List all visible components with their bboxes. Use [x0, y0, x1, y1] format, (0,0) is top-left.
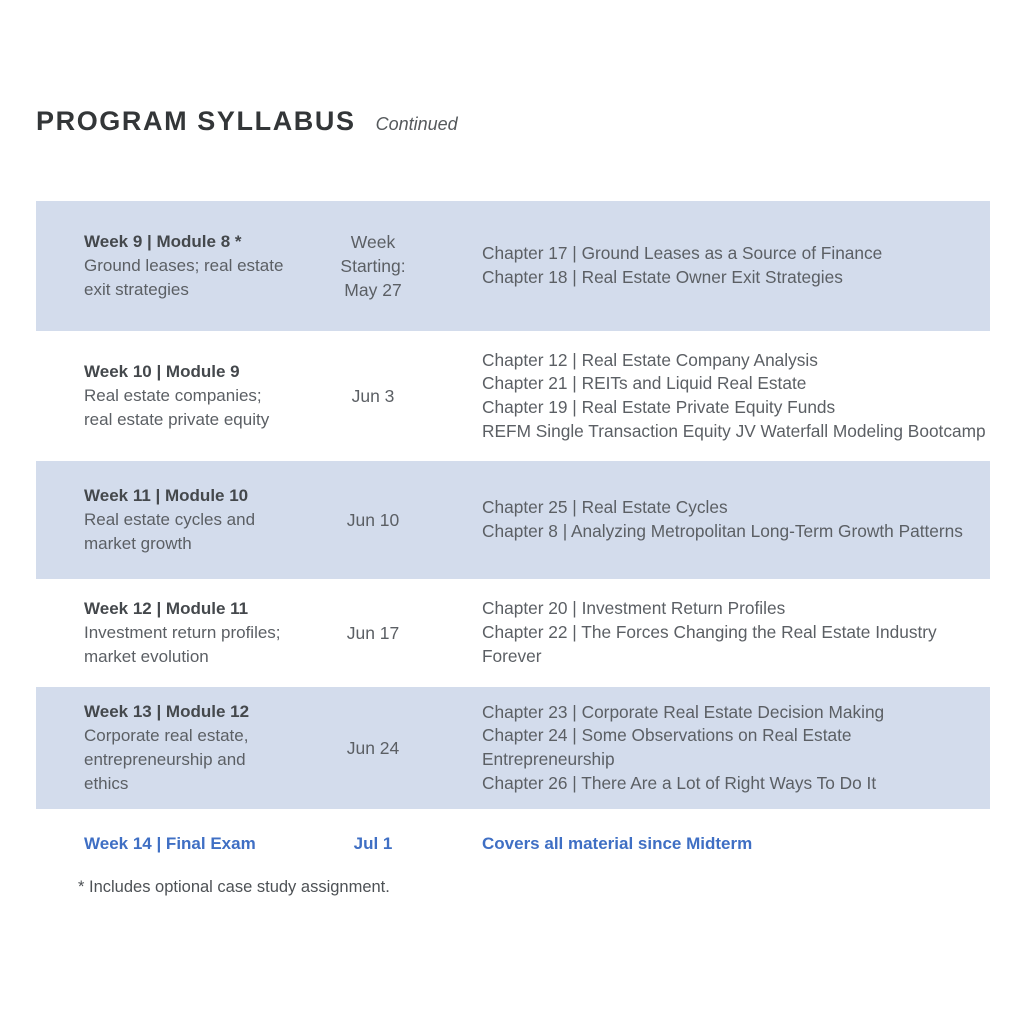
table-row: [36, 461, 990, 579]
table-row: [36, 201, 990, 331]
module-description-line: market growth: [84, 534, 192, 554]
chapter-line: Chapter 25 | Real Estate Cycles: [482, 497, 728, 518]
chapter-line: Chapter 17 | Ground Leases as a Source of Finance: [482, 243, 883, 264]
row-chapters-cell: [452, 349, 996, 444]
row-date-value: Jun 17: [346, 622, 400, 643]
table-row: [36, 331, 990, 461]
row-date-value: Jun 3: [351, 385, 395, 406]
chapter-line: Chapter 26 | There Are a Lot of Right Ways To Do It: [482, 772, 877, 793]
syllabus-table: [36, 201, 990, 809]
module-description-line: market evolution: [84, 647, 209, 667]
module-description-line: Corporate real estate,: [84, 726, 249, 746]
chapter-line: Chapter 23 | Corporate Real Estate Decision Making: [482, 701, 885, 722]
chapter-line: Chapter 21 | REITs and Liquid Real Estate: [482, 373, 807, 394]
row-module-cell: [36, 597, 294, 669]
module-description-line: real estate private equity: [84, 410, 270, 430]
row-date-value: May 27: [344, 280, 402, 301]
page-header: [36, 108, 458, 135]
table-row: [36, 579, 990, 687]
row-chapters-cell: [452, 496, 990, 543]
row-date-cell: [294, 384, 452, 408]
page-subtitle: Continued: [375, 114, 458, 134]
row-module-cell: [36, 700, 294, 796]
date-column-header-line2: Starting:: [340, 255, 406, 276]
final-exam-label-cell: [36, 833, 294, 855]
final-exam-note: Covers all material since Midterm: [482, 833, 753, 853]
date-column-header-line1: Week: [350, 231, 396, 252]
final-exam-note-cell: [452, 833, 990, 855]
module-description-line: Ground leases; real estate: [84, 256, 284, 276]
row-date-cell: [294, 621, 452, 645]
chapter-line: Chapter 18 | Real Estate Owner Exit Strategies: [482, 267, 843, 287]
chapter-line: Chapter 20 | Investment Return Profiles: [482, 598, 786, 619]
module-description-line: Real estate companies;: [84, 386, 262, 406]
page-title: PROGRAM SYLLABUS: [36, 106, 356, 136]
module-title: Week 11 | Module 10: [84, 486, 249, 506]
chapter-line: REFM Single Transaction Equity JV Waterfall Modeling Bootcamp: [482, 420, 986, 441]
final-exam-label: Week 14 | Final Exam: [84, 833, 256, 853]
row-date-cell: [294, 230, 452, 302]
row-module-cell: [36, 360, 294, 432]
row-chapters-cell: [452, 597, 990, 668]
module-title: Week 10 | Module 9: [84, 362, 240, 382]
module-title: Week 13 | Module 12: [84, 702, 250, 722]
row-chapters-cell: [452, 701, 990, 796]
table-row: [36, 687, 990, 809]
module-title: Week 12 | Module 11: [84, 599, 249, 619]
module-description-line: Real estate cycles and: [84, 510, 256, 530]
module-description-line: exit strategies: [84, 280, 189, 300]
chapter-line: Chapter 12 | Real Estate Company Analysis: [482, 349, 818, 370]
final-exam-row: [36, 830, 990, 858]
module-description-line: entrepreneurship and: [84, 750, 246, 770]
row-module-cell: [36, 484, 294, 556]
row-date-cell: [294, 736, 452, 760]
module-description-line: Investment return profiles;: [84, 623, 281, 643]
row-date-value: Jun 24: [346, 737, 400, 758]
row-chapters-cell: [452, 242, 990, 289]
chapter-line: Chapter 8 | Analyzing Metropolitan Long-Term Growth Patterns: [482, 521, 963, 541]
module-description-line: ethics: [84, 773, 129, 793]
module-title: Week 9 | Module 8 *: [84, 232, 242, 252]
chapter-line: Chapter 24 | Some Observations on Real Estate Entrepreneurship: [482, 725, 852, 769]
chapter-line: Chapter 19 | Real Estate Private Equity Funds: [482, 397, 836, 417]
chapter-line: Chapter 22 | The Forces Changing the Real Estate Industry Forever: [482, 622, 937, 666]
final-exam-date: Jul 1: [353, 834, 393, 854]
footnote: * Includes optional case study assignment.: [78, 878, 390, 896]
row-date-value: Jun 10: [346, 509, 400, 530]
row-module-cell: [36, 230, 294, 302]
row-date-cell: [294, 508, 452, 532]
